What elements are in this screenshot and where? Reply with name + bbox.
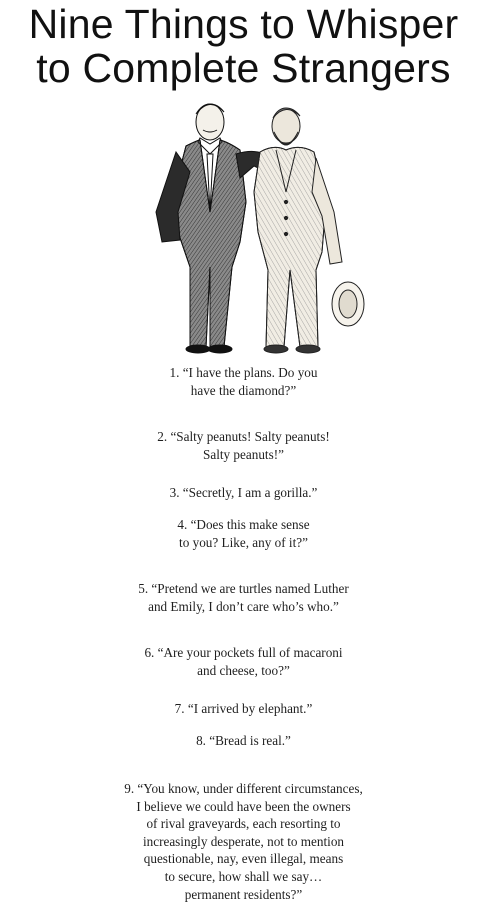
list-item-line: to secure, how shall we say… [164,868,323,884]
list-item-line: permanent residents?” [184,886,303,902]
engraving-icon [128,92,368,354]
list-item-line: 7. “I arrived by elephant.” [174,701,313,716]
list-item-line: 9. “You know, under different circumstances, [124,781,363,796]
list-item [0,580,487,615]
right-gentleman [254,108,364,353]
list-item [0,428,487,463]
list-item [0,364,487,399]
list-item-line: I believe we could have been the owners [136,798,351,814]
list-item-line: 3. “Secretly, I am a gorilla.” [169,485,318,500]
list-item-line: and Emily, I don’t care who’s who.” [148,598,339,614]
list-item-line: questionable, nay, even illegal, means [143,851,344,867]
list-item-line: to you? Like, any of it?” [179,534,308,550]
list-item [0,516,487,551]
two-gentlemen-illustration [128,92,368,354]
list-item-line: 1. “I have the plans. Do you [169,365,318,380]
list-item-line: Salty peanuts!” [203,446,284,462]
list-item [0,700,487,718]
list-item-line: and cheese, too?” [197,662,290,678]
list-item-line: 8. “Bread is real.” [196,733,291,748]
list-item-line: of rival graveyards, each resorting to [146,816,341,832]
list-item-line: 4. “Does this make sense [177,517,310,532]
list-item-line: have the diamond?” [190,382,297,398]
list-item-line: 6. “Are your pockets full of macaroni [144,645,343,660]
list-item [0,780,487,903]
title-line-1: Nine Things to Whisper [28,1,459,47]
list-item [0,644,487,679]
page-title [0,0,487,90]
list-item-line: 2. “Salty peanuts! Salty peanuts! [157,429,330,444]
list-item [0,732,487,750]
list-item-line: 5. “Pretend we are turtles named Luther [138,581,349,596]
list-item [0,484,487,502]
list-item-line: increasingly desperate, not to mention [142,833,345,849]
title-line-2: to Complete Strangers [36,45,451,91]
